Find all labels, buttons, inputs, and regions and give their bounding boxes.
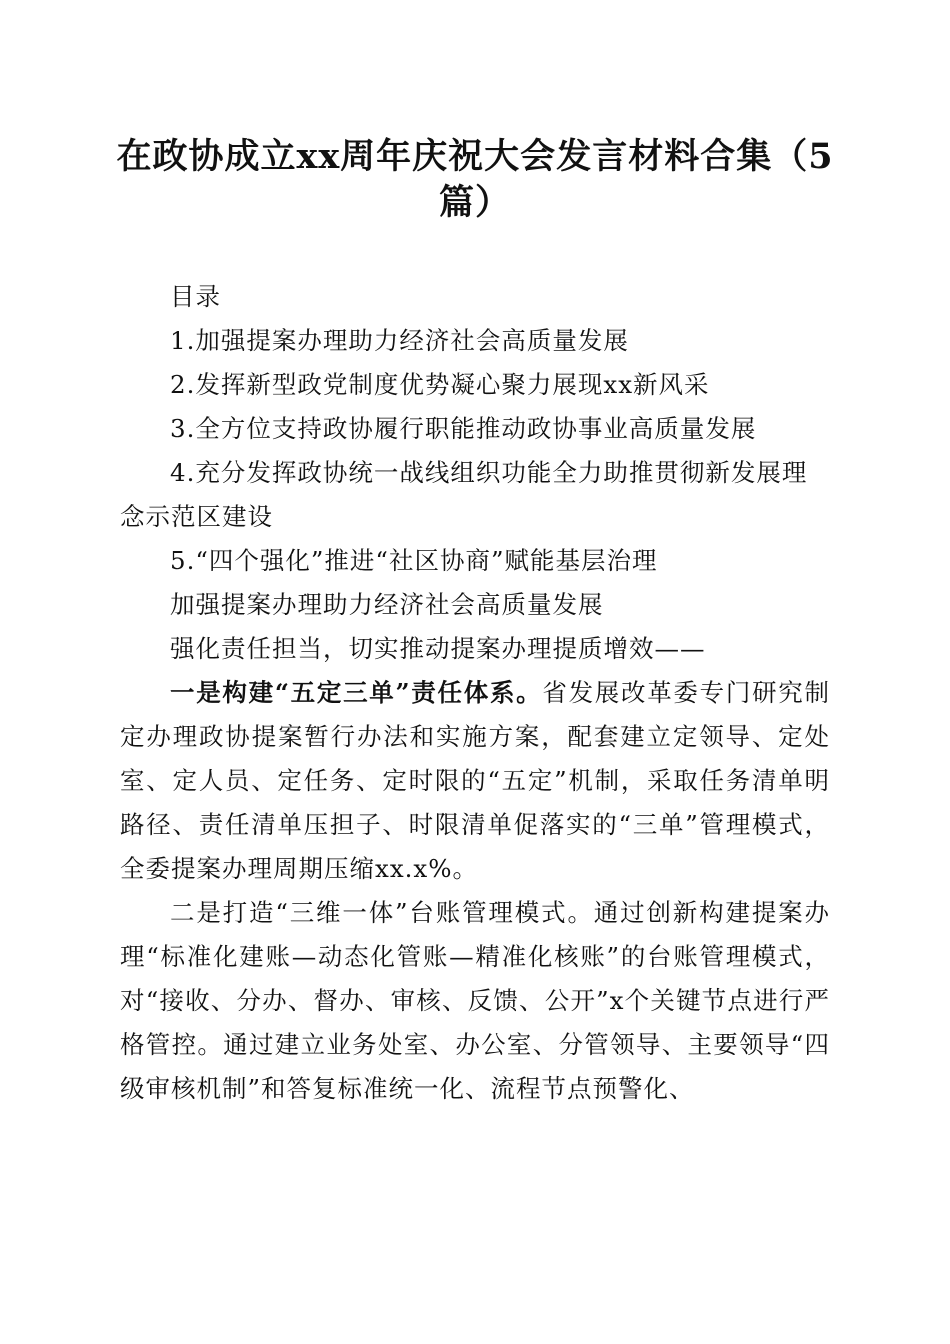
toc-item: 2.发挥新型政党制度优势凝心聚力展现xx新风采 — [170, 370, 710, 399]
toc-item: 3.全方位支持政协履行职能推动政协事业高质量发展 — [170, 414, 757, 443]
article-paragraph — [120, 891, 830, 1111]
article-title: 加强提案办理助力经济社会高质量发展 — [170, 590, 604, 619]
article-intro: 强化责任担当，切实推动提案办理提质增效—— — [170, 634, 706, 663]
paragraph-lead: 二是打造“三维一体”台账管理模式。 — [170, 898, 594, 927]
toc-item: 4.充分发挥政协统一战线组织功能全力助推贯彻新发展理念示范区建设 — [120, 458, 808, 531]
paragraph-lead: 一是构建“五定三单”责任体系。 — [170, 678, 543, 707]
toc-heading: 目录 — [170, 282, 221, 311]
document-body — [120, 275, 830, 1111]
toc-item: 1.加强提案办理助力经济社会高质量发展 — [170, 326, 629, 355]
paragraph-text: 通过创新构建提案办理“标准化建账—动态化管账—精准化核账”的台账管理模式，对“接收、分办、督办、审核、反馈、公开”x个关键节点进行严格管控。通过建立业务处室、办公室、分管领导、主要领导“四级审核机制”和答复标准统一化、流程节点预警化、 — [120, 898, 830, 1103]
article-paragraph — [120, 671, 830, 891]
toc-list — [120, 319, 830, 583]
document-title: 在政协成立xx周年庆祝大会发言材料合集（5篇） — [116, 136, 834, 223]
toc-item: 5.“四个强化”推进“社区协商”赋能基层治理 — [170, 546, 658, 575]
paragraph-text: 省发展改革委专门研究制定办理政协提案暂行办法和实施方案，配套建立定领导、定处室、定人员、定任务、定时限的“五定”机制，采取任务清单明路径、责任清单压担子、时限清单促落实的“三单”管理模式，全委提案办理周期压缩xx.x%。 — [120, 678, 830, 883]
